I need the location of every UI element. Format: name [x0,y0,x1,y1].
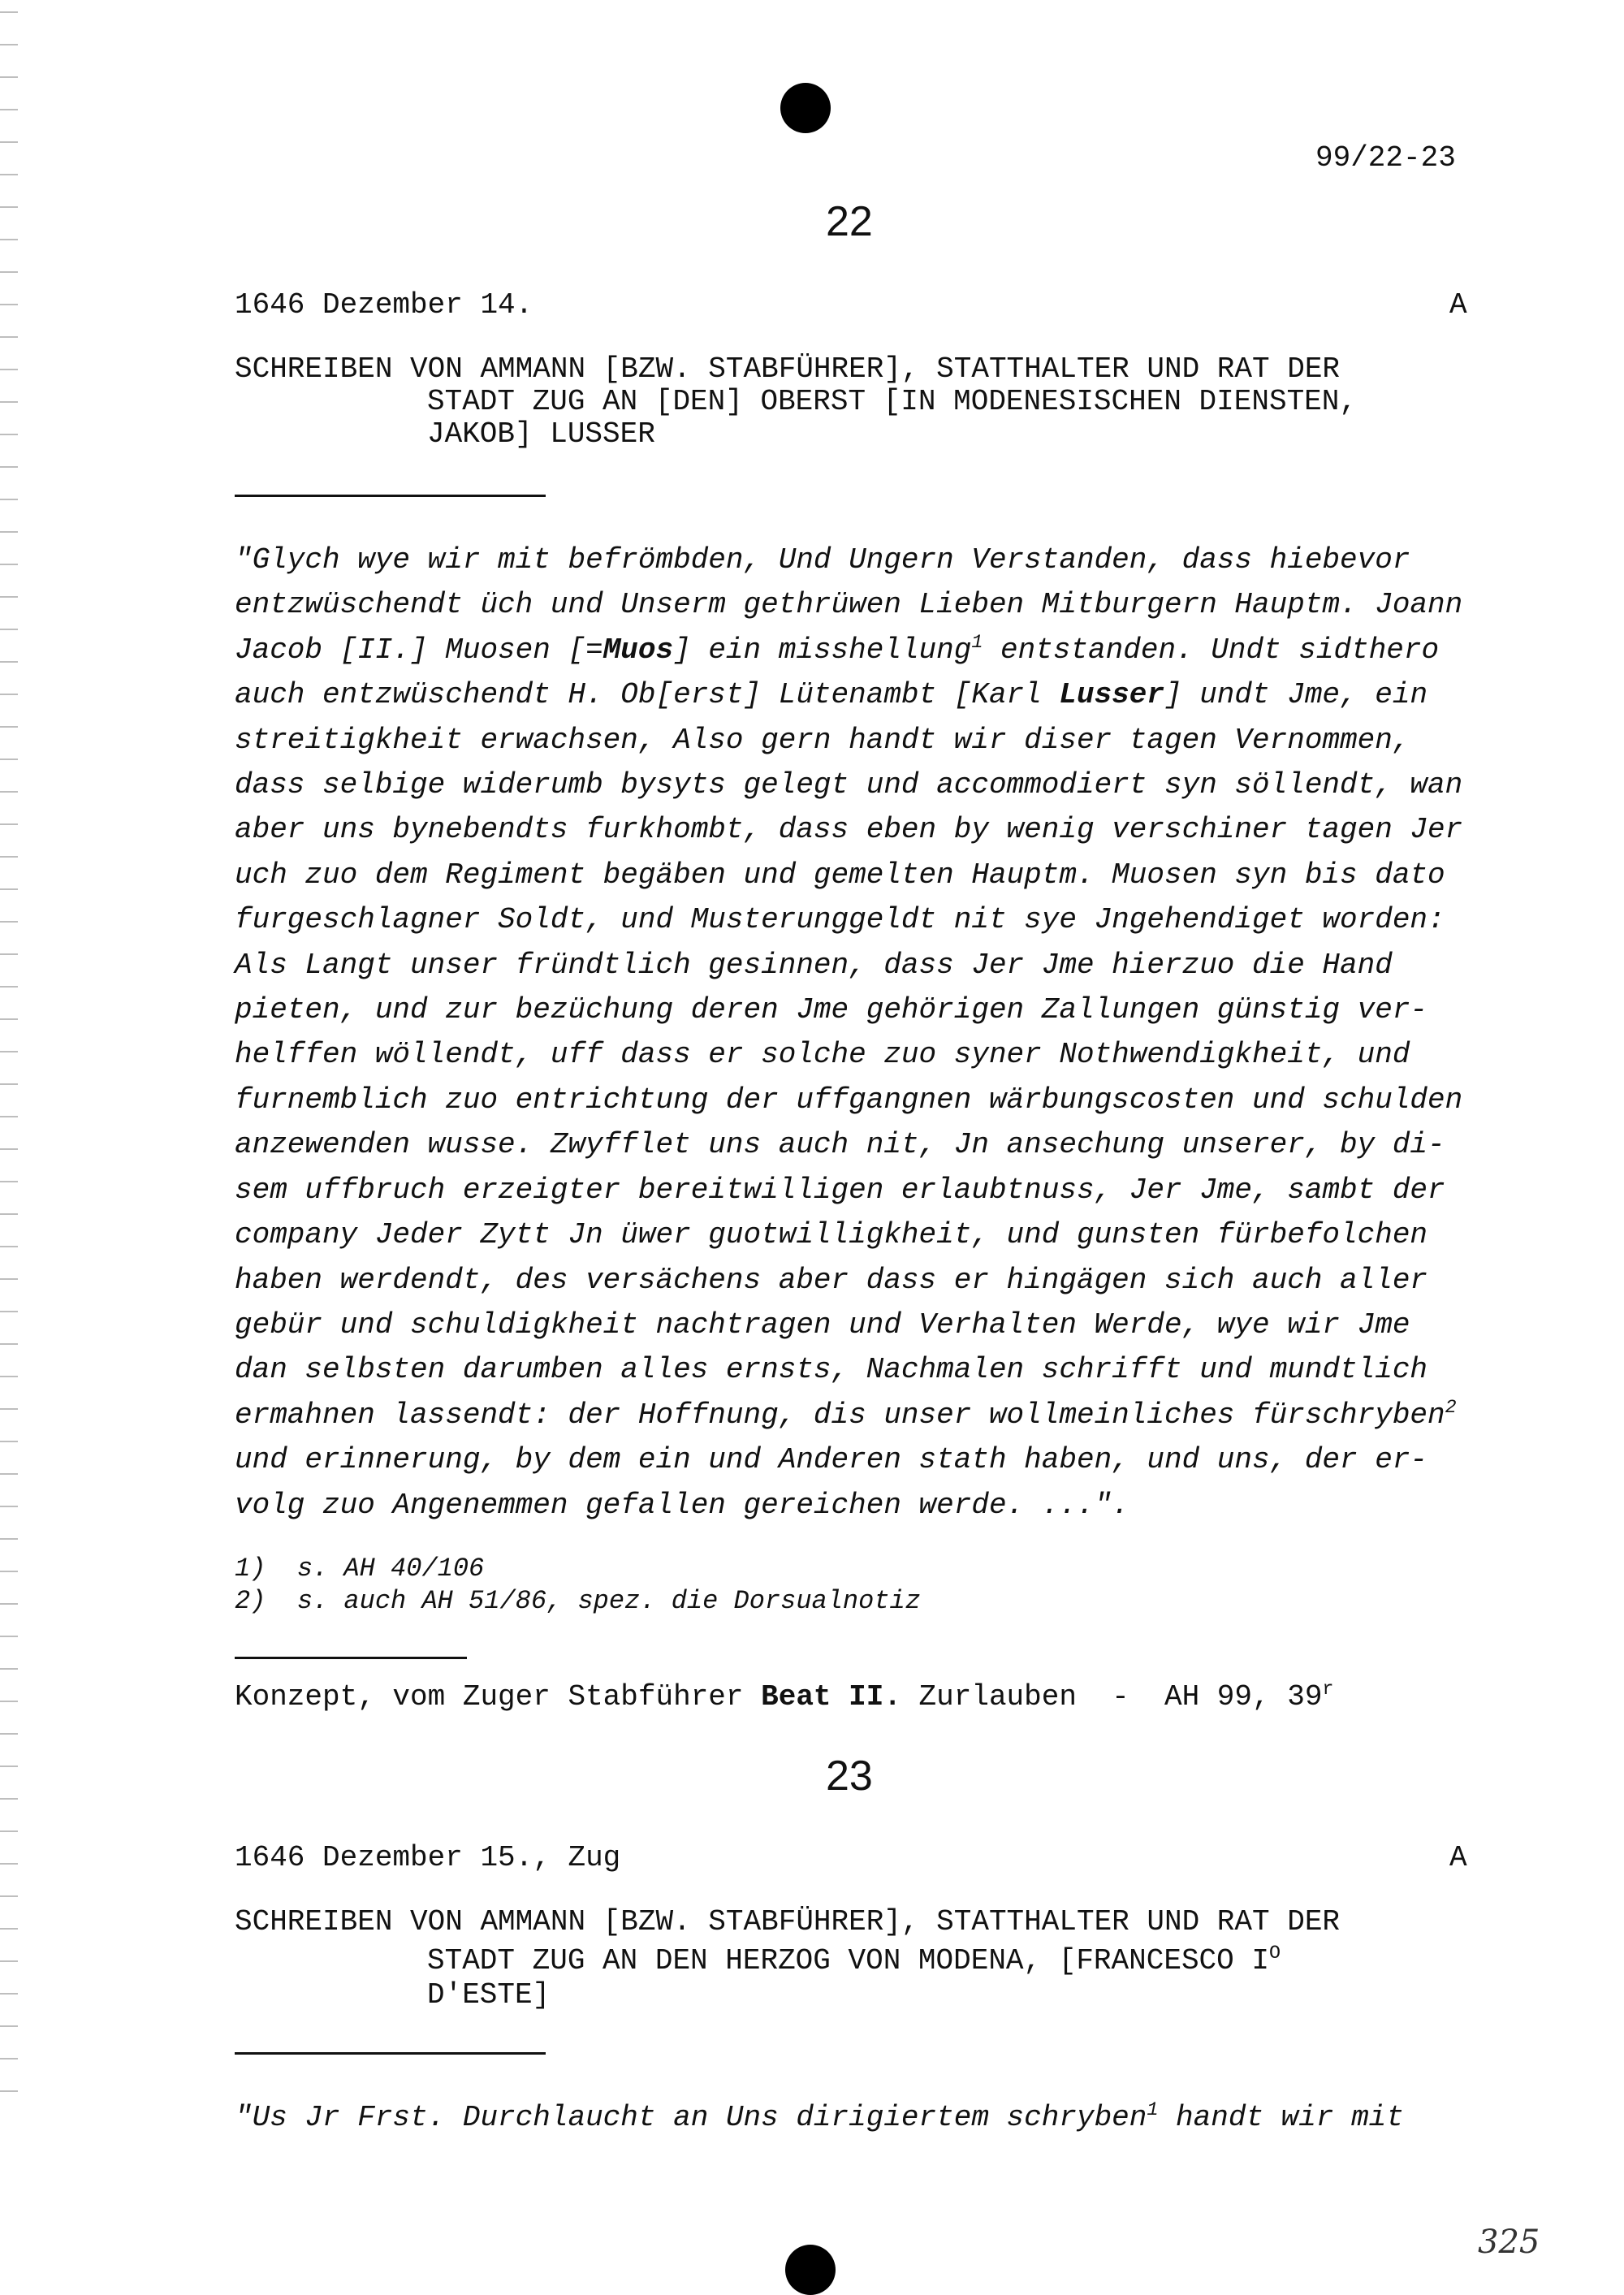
doc1-body-text: "Glych wye wir mit befrömbden, Und Ungern Verstanden, dass hiebevor entzwüschendt üch und Unserm gethrüwen Lieben Mitburgern Hauptm. Joann Jacob [II.] Muosen [=Muos] ein misshellung$^1$ entstanden. Undt sidthero auch entzwüschendt H. Ob[erst] Lütenambt [Karl Lusser] undt Jme, ein streitigkheit erwachsen, Also gern handt wir diser tagen Vernommen, dass selbige widerumb bysyts gelegt und accommodiert syn söllendt, wan aber uns bynebendts furkhombt, dass eben by wenig verschiner tagen Jer uch zuo dem Regiment begäben und gemelten Hauptm. Muosen syn bis dato furgeschlagner Soldt, und Musterunggeldt nit sye Jngehendiget worden: Als Langt unser fründtlich gesinnen, dass Jer Jme hierzuo die Hand pieten, und zur bezüchung deren Jme gehörigen Zallungen günstig ver- helffen wöllendt, uff dass er solche zuo syner Nothwendigkheit, und furnemblich zuo entrichtung der uffgangnen wärbungscosten und schulden anzewenden wusse. Zwyfflet uns auch nit, Jn ansechung unserer, by di- sem uffbruch erzeigter bereitwilligen erlaubtnuss, Jer Jme, sambt der company Jeder Zytt Jn üwer guotwilligkheit, und gunsten fürbefolchen haben werdendt, des versächens aber dass er hingägen sich auch aller gebür und schuldigkheit nachtragen und Verhalten Werde, wye wir Jme dan selbsten darumben alles ernsts, Nachmalen schrifft und mundtlich ermahnen lassendt: der Hoffnung, dis unser wollmeinliches fürschryben$^2$ und erinnerung, by dem ein und Anderen stath haben, und uns, der er- volg zuo Angenemmen gefallen gereichen werde. ...". [235,543,1463,1522]
doc2-footnote-ref: 1 [1147,2100,1159,2121]
source-rule [235,1657,467,1659]
doc2-text-end: handt wir mit [1158,2101,1404,2134]
doc2-title-line-2-text: STADT ZUG AN DEN HERZOG VON MODENA, [FRANCESCO I [427,1944,1269,1977]
doc1-footnote-2: 2) s. auch AH 51/86, spez. die Dorsualnotiz [235,1586,921,1616]
doc2-title-line-2 [427,1945,1281,1977]
doc1-source [235,1681,1333,1714]
archive-ref: 99/22-23 [1315,141,1456,175]
punch-hole-bottom [785,2245,836,2295]
doc1-number: 22 [826,198,873,245]
doc1-source-name: Beat II. [761,1680,901,1714]
doc2-title-line-3: D'ESTE] [427,1978,551,2012]
title-rule-2 [235,2052,546,2055]
doc1-marker: A [1449,288,1467,322]
doc2-title-line-1: SCHREIBEN VON AMMANN [BZW. STABFÜHRER], STATTHALTER UND RAT DER [235,1905,1341,1938]
doc1-title-line-2: STADT ZUG AN [DEN] OBERST [IN MODENESISCHEN DIENSTEN, [427,385,1357,418]
doc2-number: 23 [826,1753,873,1800]
title-rule [235,495,546,497]
doc1-title-line-1: SCHREIBEN VON AMMANN [BZW. STABFÜHRER], STATTHALTER UND RAT DER [235,352,1341,386]
doc1-source-ref: Zurlauben - AH 99, 39 [901,1680,1323,1714]
punch-hole-top [780,83,831,133]
doc2-date: 1646 Dezember 15., Zug [235,1841,621,1874]
doc2-text-start: "Us Jr Frst. Durchlaucht an Uns dirigiertem schryben [235,2101,1147,2134]
doc2-marker: A [1449,1841,1467,1874]
scan-edge [0,0,18,2111]
doc2-body-text [235,2095,1404,2140]
doc1-title-line-3: JAKOB] LUSSER [427,417,655,451]
doc1-footnote-1: 1) s. AH 40/106 [235,1554,485,1584]
doc2-title-ordinal: O [1268,1943,1281,1964]
doc1-source-folio: r [1322,1679,1334,1701]
doc1-date: 1646 Dezember 14. [235,288,533,322]
margin-note: 325 [1478,2224,1540,2261]
doc1-source-text: Konzept, vom Zuger Stabführer [235,1680,762,1714]
